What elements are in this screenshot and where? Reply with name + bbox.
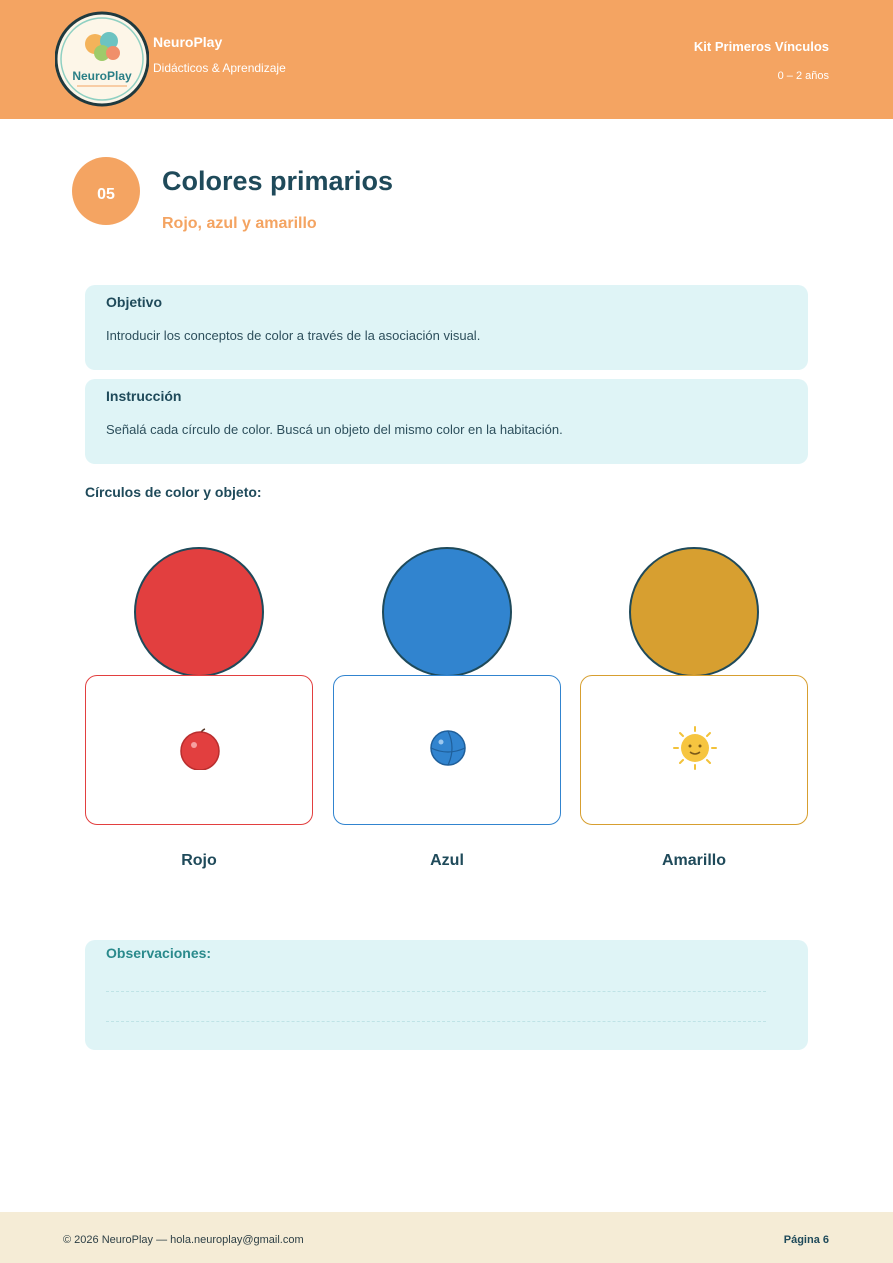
kit-age-range: 0 – 2 años [777, 70, 829, 82]
object-box-red [85, 675, 313, 825]
ball-icon [426, 726, 470, 770]
color-column-yellow [580, 547, 808, 877]
object-box-yellow [580, 675, 808, 825]
section-label: Círculos de color y objeto: [85, 484, 262, 500]
object-box-blue [333, 675, 561, 825]
kit-title: Kit Primeros Vínculos [693, 39, 829, 54]
observations-title: Observaciones: [106, 945, 212, 961]
objective-card [85, 285, 808, 370]
instruction-text: Señalá cada círculo de color. Buscá un objeto del mismo color en la habitación. [106, 422, 563, 437]
page-subtitle: Rojo, azul y amarillo [162, 215, 317, 232]
color-name-red: Rojo [181, 852, 217, 869]
page-footer [0, 1212, 893, 1263]
color-column-blue [333, 547, 561, 877]
apple-icon [178, 726, 222, 770]
neuroplay-logo [55, 11, 149, 107]
brand-tagline: Didácticos & Aprendizaje [153, 61, 286, 75]
page-title: Colores primarios [162, 166, 394, 196]
objective-title: Objetivo [106, 294, 163, 310]
footer-copyright: © 2026 NeuroPlay — hola.neuroplay@gmail.com [63, 1234, 304, 1246]
observation-line[interactable] [106, 1021, 766, 1022]
footer-page-number: Página 6 [783, 1234, 829, 1246]
color-name-yellow: Amarillo [661, 852, 726, 869]
objective-text: Introducir los conceptos de color a través de la asociación visual. [106, 328, 481, 343]
svg-text:NeuroPlay: NeuroPlay [72, 69, 132, 83]
observations-card [85, 940, 808, 1050]
color-column-red [85, 547, 313, 877]
instruction-card [85, 379, 808, 464]
page-header [0, 0, 893, 119]
observation-line[interactable] [106, 991, 766, 992]
color-name-blue: Azul [430, 852, 464, 869]
instruction-title: Instrucción [106, 388, 182, 404]
brand-name: NeuroPlay [153, 34, 223, 50]
color-circle-yellow [629, 547, 759, 677]
color-circle-red [134, 547, 264, 677]
activity-number-badge: 05 [72, 157, 140, 225]
sun-icon [673, 726, 717, 770]
color-circle-blue [382, 547, 512, 677]
